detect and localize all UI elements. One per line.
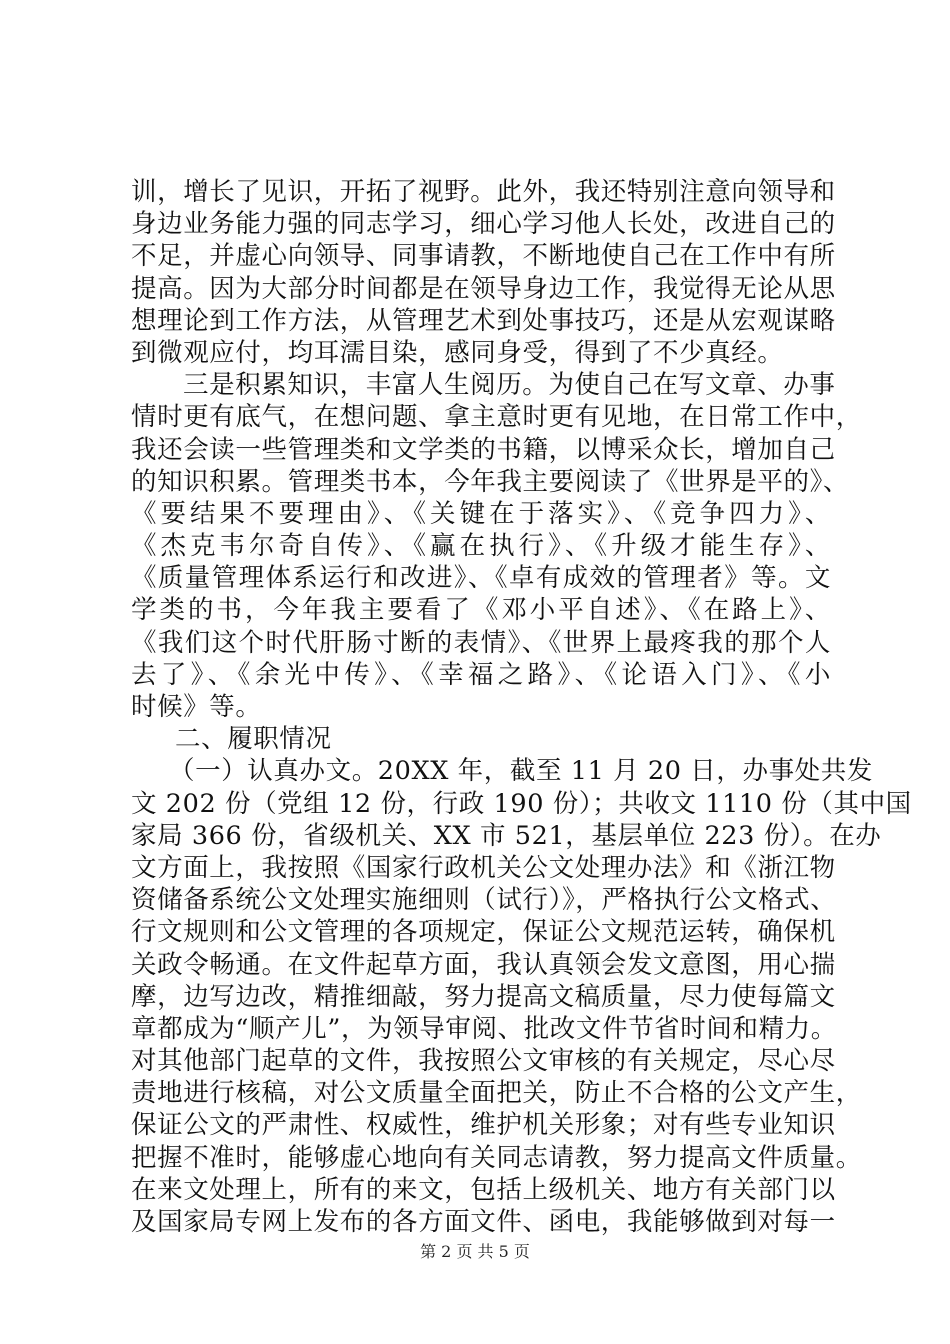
text-line: 去了》、《余光中传》、《幸福之路》、《论语入门》、《小	[131, 659, 831, 690]
text-line: 《我们这个时代肝肠寸断的表情》、《世界上最疼我的那个人	[131, 627, 831, 658]
text-line: 到微观应付，均耳濡目染，感同身受，得到了不少真经。	[131, 337, 784, 368]
text-line: 章都成为“顺产儿”，为领导审阅、批改文件节省时间和精力。	[131, 1013, 837, 1044]
text-line: 提高。因为大部分时间都是在领导身边工作，我觉得无论从思	[131, 273, 836, 304]
text-line: 把握不准时，能够虚心地向有关同志请教，努力提高文件质量。	[131, 1142, 862, 1173]
text-line: 在来文处理上，所有的来文，包括上级机关、地方有关部门以	[131, 1174, 836, 1205]
text-line: 及国家局专网上发布的各方面文件、函电，我能够做到对每一	[131, 1207, 836, 1237]
text-line: 摩，边写边改，精推细敲，努力提高文稿质量，尽力使每篇文	[131, 981, 836, 1012]
text-line: 训，增长了见识，开拓了视野。此外，我还特别注意向领导和	[131, 177, 836, 207]
text-line: 情时更有底气，在想问题、拿主意时更有见地，在日常工作中，	[131, 402, 862, 433]
text-line: （一）认真办文。20XX 年，截至 11 月 20 日，办事处共发	[169, 756, 873, 787]
text-line: 学类的书，今年我主要看了《邓小平自述》、《在路上》、	[131, 595, 831, 626]
text-line: 关政令畅通。在文件起草方面，我认真领会发文意图，用心揣	[131, 949, 836, 980]
text-line: 《要结果不要理由》、《关键在于落实》、《竞争四力》、	[131, 498, 831, 529]
text-line: 家局 366 份，省级机关、XX 市 521，基层单位 223 份）。在办	[131, 820, 882, 851]
text-line: 我还会读一些管理类和文学类的书籍，以博采众长，增加自己	[131, 434, 836, 465]
text-line: 时候》等。	[131, 692, 262, 722]
text-line: 对其他部门起草的文件，我按照公文审核的有关规定，尽心尽	[131, 1046, 836, 1077]
text-line: 文方面上，我按照《国家行政机关公文处理办法》和《浙江物	[131, 852, 836, 883]
text-line: 二、履职情况	[175, 724, 332, 755]
text-line: 《杰克韦尔奇自传》、《赢在执行》、《升级才能生存》、	[131, 531, 831, 562]
text-line: 文 202 份（党组 12 份，行政 190 份）；共收文 1110 份（其中国	[131, 788, 912, 819]
text-line: 三是积累知识，丰富人生阅历。为使自己在写文章、办事	[183, 370, 836, 401]
text-line: 不足，并虚心向领导、同事请教，不断地使自己在工作中有所	[131, 241, 836, 272]
page-number-footer: 第 2 页 共 5 页	[420, 1242, 530, 1261]
text-line: 保证公文的严肃性、权威性，维护机关形象；对有些专业知识	[131, 1110, 836, 1141]
document-body	[131, 176, 912, 1238]
text-line: 责地进行核稿，对公文质量全面把关，防止不合格的公文产生，	[131, 1078, 862, 1109]
text-line: 《质量管理体系运行和改进》、《卓有成效的管理者》等。文	[131, 563, 831, 594]
text-line: 身边业务能力强的同志学习，细心学习他人长处，改进自己的	[131, 209, 836, 240]
text-line: 资储备系统公文处理实施细则（试行）》，严格执行公文格式、	[131, 885, 837, 916]
text-line: 的知识积累。管理类书本，今年我主要阅读了《世界是平的》、	[131, 466, 850, 497]
text-line: 想理论到工作方法，从管理艺术到处事技巧，还是从宏观谋略	[131, 305, 836, 336]
text-line: 行文规则和公文管理的各项规定，保证公文规范运转，确保机	[131, 917, 836, 948]
